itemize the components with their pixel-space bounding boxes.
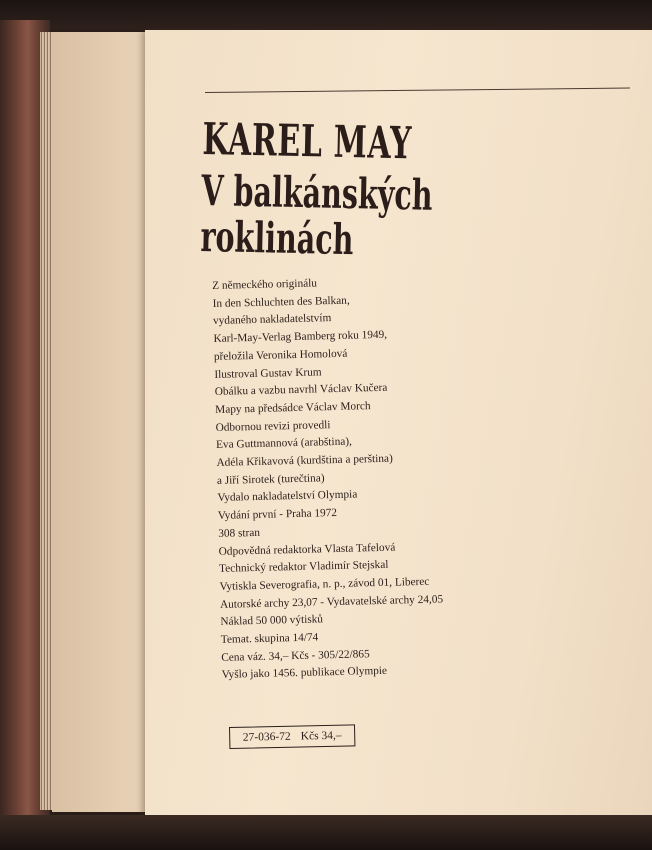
background-bottom: [0, 815, 652, 850]
colophon-line: vydaného nakladatelstvím: [212, 312, 332, 328]
colophon-line: Odpovědná redaktorka Vlasta Tafelová: [218, 541, 396, 558]
colophon-line: Cena váz. 34,– Kčs - 305/22/865: [221, 648, 370, 664]
colophon-line: Mapy na předsádce Václav Morch: [215, 400, 371, 416]
colophon-line: In den Schluchten des Balkan,: [212, 294, 350, 310]
colophon-line: Technický redaktor Vladimír Stejskal: [218, 559, 389, 576]
colophon-line: Karl-May-Verlag Bamberg roku 1949,: [213, 328, 388, 346]
colophon-line: a Jiří Sirotek (turečtina): [216, 472, 325, 487]
colophon-line: Obálku a vazbu navrhl Václav Kučera: [214, 381, 388, 399]
colophon-line: Vytiskla Severografia, n. p., závod 01, Liberec: [219, 575, 430, 593]
colophon-line: Autorské archy 23,07 - Vydavatelské archy 24,05: [219, 593, 444, 611]
book-title-line-2: roklinách: [200, 211, 355, 265]
colophon: [212, 271, 522, 685]
colophon-line: Vydalo nakladatelství Olympia: [217, 488, 358, 505]
colophon-line: Temat. skupina 14/74: [220, 631, 319, 646]
title-block: [200, 114, 463, 265]
colophon-line: Adéla Křikavová (kurdština a perština): [216, 452, 393, 469]
colophon-line: Odbornou revizi provedli: [215, 418, 331, 434]
book-title-line-1: V balkánských: [200, 165, 434, 220]
price-box: [229, 724, 355, 749]
colophon-line: Ilustroval Gustav Krum: [214, 365, 322, 381]
colophon-line: Eva Guttmannová (arabština),: [215, 435, 353, 452]
author-name: KAREL MAY: [202, 114, 413, 170]
colophon-line: 308 stran: [218, 526, 261, 540]
catalog-code: 27-036-72: [242, 730, 291, 744]
colophon-line: Vydání první - Praha 1972: [217, 507, 338, 523]
colophon-line: Vyšlo jako 1456. publikace Olympie: [221, 665, 388, 682]
colophon-line: Z německého originálu: [212, 277, 318, 292]
price-label: Kčs 34,–: [300, 729, 342, 743]
background-top: [0, 0, 652, 30]
colophon-line: Náklad 50 000 výtisků: [220, 613, 324, 629]
colophon-line: přeložila Veronika Homolová: [213, 347, 348, 363]
